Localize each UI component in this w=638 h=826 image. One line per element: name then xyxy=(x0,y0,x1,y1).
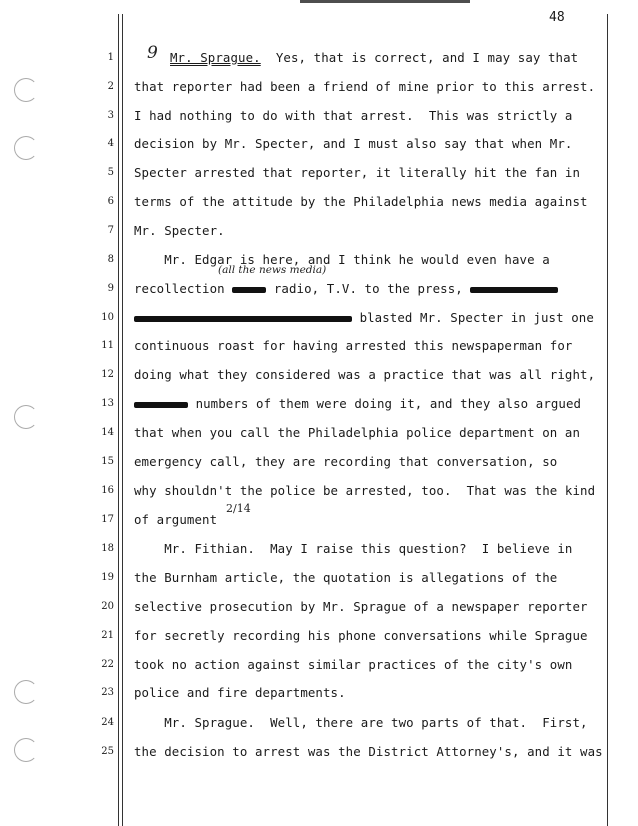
handwritten-insertion: (all the news media) xyxy=(218,264,327,276)
punch-hole-mark xyxy=(14,78,38,102)
transcript-line: continuous roast for having arrested this newspaperman for xyxy=(134,338,573,353)
punch-hole-mark xyxy=(14,680,38,704)
line-number: 20 xyxy=(101,601,114,612)
transcript-line xyxy=(134,310,594,325)
line-number: 15 xyxy=(101,456,114,467)
handwritten-fraction: 2/14 xyxy=(226,502,251,515)
redaction-mark xyxy=(470,287,558,293)
transcript-line: I had nothing to do with that arrest. This was strictly a xyxy=(134,108,573,123)
transcript-line: Mr. Specter. xyxy=(134,223,225,238)
transcript-line xyxy=(170,50,578,65)
transcript-line: terms of the attitude by the Philadelphia news media against xyxy=(134,194,588,209)
line-number: 7 xyxy=(107,225,114,236)
transcript-line xyxy=(134,512,217,527)
left-margin-rule-inner xyxy=(122,14,123,826)
line-number: 23 xyxy=(101,687,114,698)
page-number: 48 xyxy=(549,10,565,25)
right-margin-rule xyxy=(607,14,608,826)
line-number: 1 xyxy=(107,52,114,63)
redaction-mark xyxy=(232,287,266,293)
transcript-line: that reporter had been a friend of mine prior to this arrest. xyxy=(134,79,596,94)
handwritten-margin-mark: 9 xyxy=(147,43,158,63)
line-number: 6 xyxy=(107,196,114,207)
transcript-line: doing what they considered was a practice that was all right, xyxy=(134,367,596,382)
transcript-line: the decision to arrest was the District Attorney's, and it was xyxy=(134,744,603,759)
top-edge-mark xyxy=(300,0,470,3)
line-number: 22 xyxy=(101,659,114,670)
line-text: of argument xyxy=(134,512,218,527)
line-number: 12 xyxy=(101,369,114,380)
transcript-line: Mr. Edgar is here, and I think he would even have a xyxy=(134,252,550,267)
transcript-line: emergency call, they are recording that conversation, so xyxy=(134,454,558,469)
line-number: 4 xyxy=(107,138,114,149)
transcript-line: decision by Mr. Specter, and I must also say that when Mr. xyxy=(134,136,573,151)
line-text: blasted Mr. Specter in just one xyxy=(359,310,594,325)
transcript-line: Specter arrested that reporter, it literally hit the fan in xyxy=(134,165,581,180)
line-number: 3 xyxy=(107,110,114,121)
line-number: 17 xyxy=(101,514,114,525)
line-number: 10 xyxy=(101,312,114,323)
line-number: 25 xyxy=(101,746,114,757)
redaction-mark xyxy=(134,402,188,408)
line-text: recollection xyxy=(134,281,225,296)
line-number: 16 xyxy=(101,485,114,496)
line-number: 11 xyxy=(101,340,114,351)
transcript-line: took no action against similar practices of the city's own xyxy=(134,657,573,672)
line-number: 2 xyxy=(107,81,114,92)
line-number: 24 xyxy=(101,717,114,728)
transcript-line: that when you call the Philadelphia police department on an xyxy=(134,425,581,440)
redaction-mark xyxy=(134,316,352,322)
line-number: 18 xyxy=(101,543,114,554)
transcript-line: selective prosecution by Mr. Sprague of a newspaper reporter xyxy=(134,599,588,614)
transcript-line: the Burnham article, the quotation is allegations of the xyxy=(134,570,558,585)
transcript-line: why shouldn't the police be arrested, too. That was the kind xyxy=(134,483,596,498)
line-number: 5 xyxy=(107,167,114,178)
speaker-name-underlined: Mr. Sprague. xyxy=(170,50,261,65)
line-text: radio, T.V. to the press, xyxy=(273,281,463,296)
line-number: 8 xyxy=(107,254,114,265)
line-number: 21 xyxy=(101,630,114,641)
transcript-line: police and fire departments. xyxy=(134,685,346,700)
line-number: 14 xyxy=(101,427,114,438)
transcript-line xyxy=(134,396,581,411)
transcript-line: for secretly recording his phone conversations while Sprague xyxy=(134,628,588,643)
line-number: 19 xyxy=(101,572,114,583)
transcript-line xyxy=(134,281,558,296)
line-text: numbers of them were doing it, and they also argued xyxy=(195,396,582,411)
punch-hole-mark xyxy=(14,738,38,762)
line-number: 9 xyxy=(107,283,114,294)
transcript-line: Mr. Fithian. May I raise this question? I believe in xyxy=(134,541,573,556)
line-text: Yes, that is correct, and I may say that xyxy=(275,50,579,65)
left-margin-rule xyxy=(118,14,119,826)
punch-hole-mark xyxy=(14,405,38,429)
punch-hole-mark xyxy=(14,136,38,160)
transcript-line: Mr. Sprague. Well, there are two parts of that. First, xyxy=(134,715,588,730)
line-number: 13 xyxy=(101,398,114,409)
